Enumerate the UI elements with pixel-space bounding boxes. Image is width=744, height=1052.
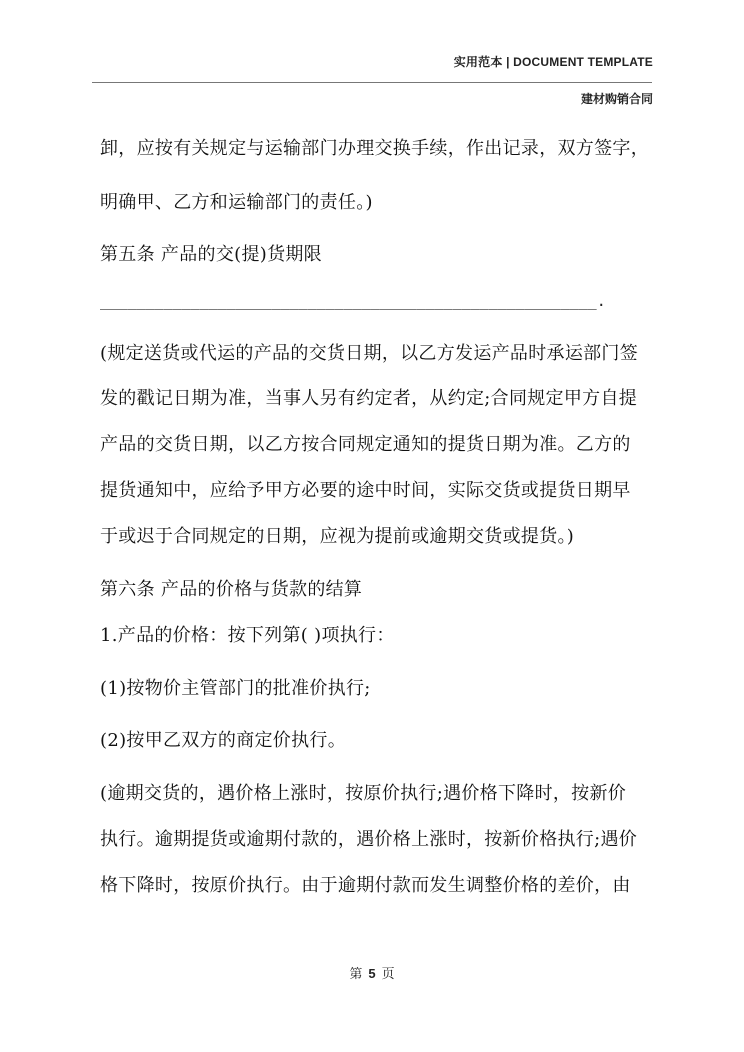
body-line: 卸，应按有关规定与运输部门办理交换手续，作出记录，双方签字，	[100, 138, 649, 159]
section-heading-5: 第五条 产品的交(提)货期限	[100, 244, 322, 265]
header-subtitle: 建材购销合同	[580, 92, 653, 106]
body-line: 1.产品的价格：按下列第( )项执行：	[100, 625, 395, 646]
page-number: 5	[368, 966, 376, 981]
body-line: 格下降时，按原价执行。由于逾期付款而发生调整价格的差价，由	[100, 875, 631, 896]
body-line: (2)按甲乙双方的商定价执行。	[100, 730, 346, 751]
header-title: 实用范本 | DOCUMENT TEMPLATE	[453, 55, 653, 69]
body-line: (逾期交货的，遇价格上涨时，按原价执行;遇价格下降时，按新价	[100, 783, 627, 804]
fill-in-blank-line: _______________________________________________________.	[100, 292, 606, 310]
page-suffix: 页	[381, 967, 395, 982]
body-line: 执行。逾期提货或逾期付款的，遇价格上涨时，按新价格执行;遇价	[100, 829, 638, 850]
body-line: 明确甲、乙方和运输部门的责任。)	[100, 192, 373, 213]
body-line: (规定送货或代运的产品的交货日期，以乙方发运产品时承运部门签	[100, 343, 639, 364]
body-line: 于或迟于合同规定的日期，应视为提前或逾期交货或提货。)	[100, 526, 575, 547]
section-heading-6: 第六条 产品的价格与货款的结算	[100, 579, 363, 600]
body-line: 发的戳记日期为准，当事人另有约定者，从约定;合同规定甲方自提	[100, 388, 638, 409]
body-line: 提货通知中，应给予甲方必要的途中时间，实际交货或提货日期早	[100, 480, 631, 501]
page-prefix: 第	[349, 967, 363, 982]
header-divider	[92, 82, 652, 83]
page-footer	[0, 963, 744, 982]
body-line: (1)按物价主管部门的批准价执行;	[100, 678, 371, 699]
body-line: 产品的交货日期，以乙方按合同规定通知的提货日期为准。乙方的	[100, 434, 631, 455]
